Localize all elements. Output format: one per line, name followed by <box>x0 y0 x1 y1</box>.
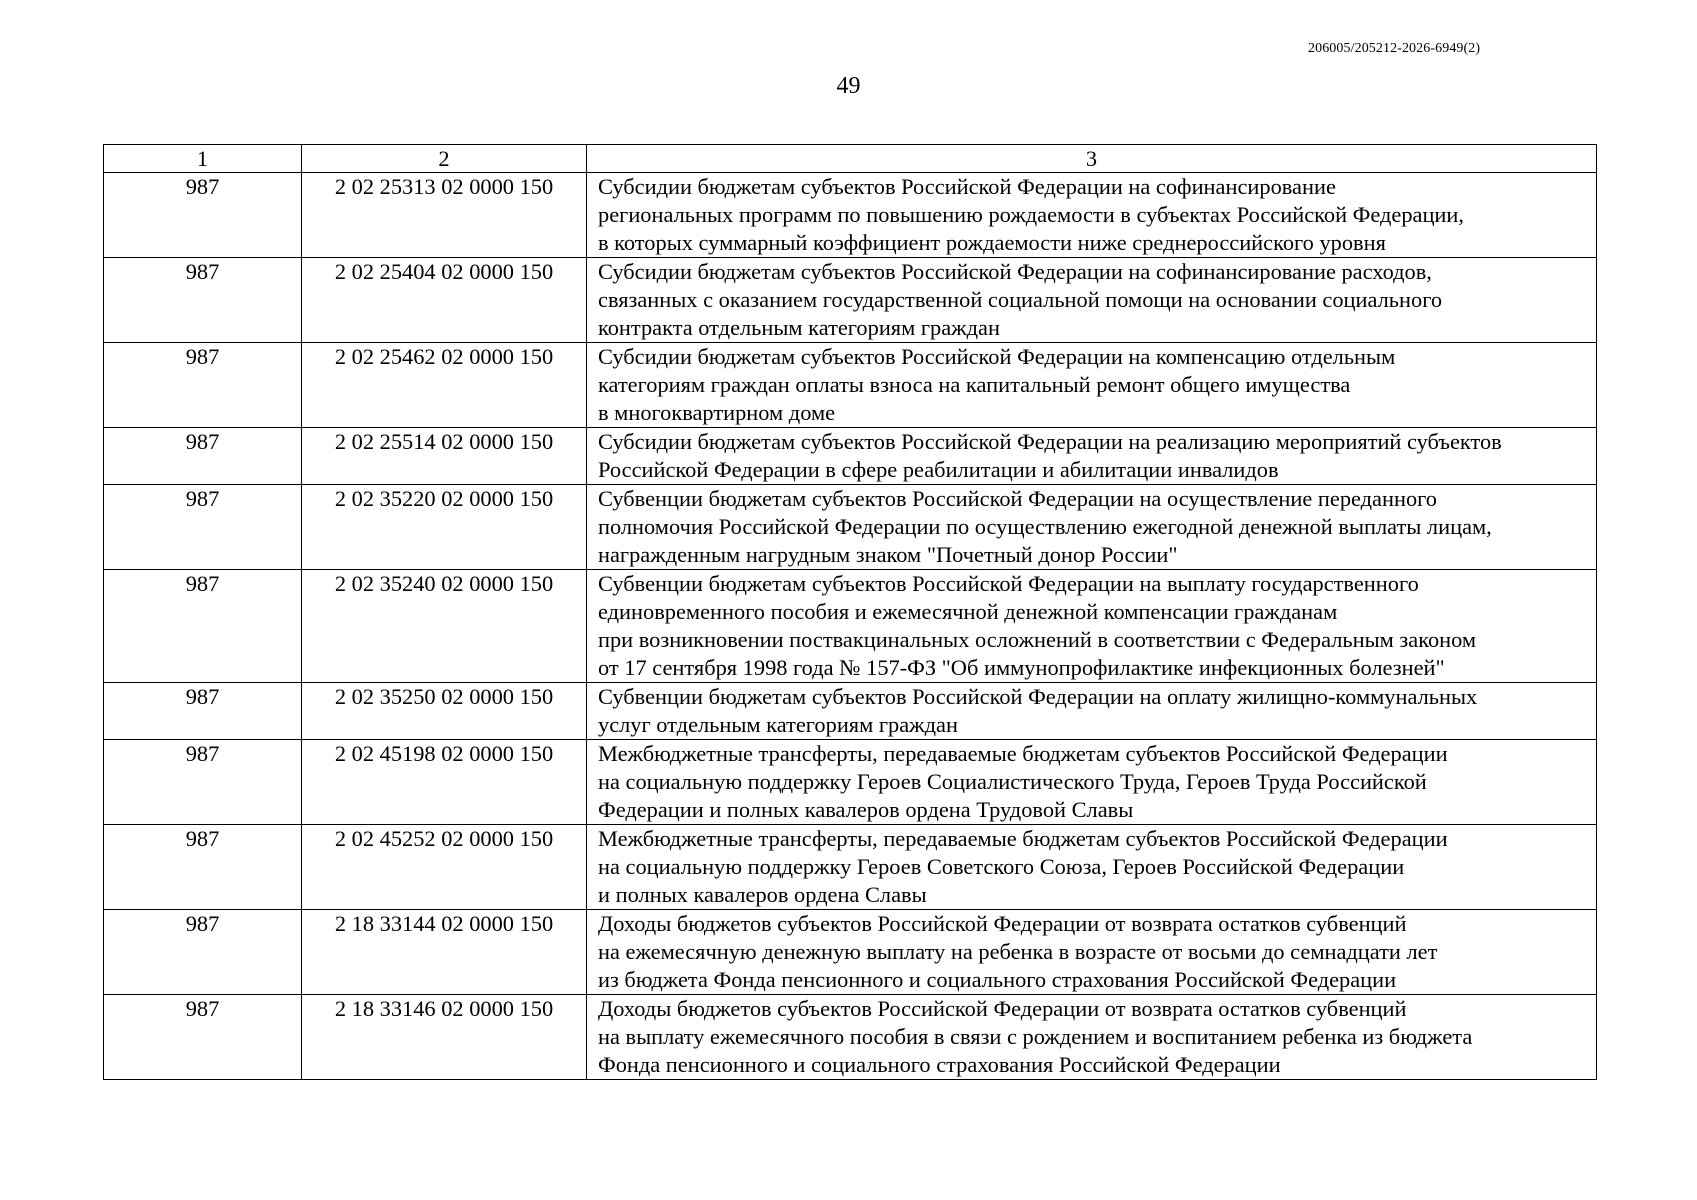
description-line: Доходы бюджетов субъектов Российской Федерации от возврата остатков субвенций <box>598 911 1407 936</box>
table-row <box>104 995 1597 1080</box>
description-line: контракта отдельным категориям граждан <box>598 315 1000 340</box>
description-line: Федерации и полных кавалеров ордена Трудовой Славы <box>598 797 1134 822</box>
table-row <box>104 485 1597 570</box>
budget-code-cell: 2 02 45198 02 0000 150 <box>302 740 587 825</box>
description-line: Фонда пенсионного и социального страхования Российской Федерации <box>598 1052 1281 1077</box>
table-row <box>104 343 1597 428</box>
budget-code-cell: 2 02 45252 02 0000 150 <box>302 825 587 910</box>
budget-code-cell: 2 02 25514 02 0000 150 <box>302 428 587 485</box>
admin-code-cell: 987 <box>104 258 302 343</box>
budget-code-cell: 2 02 35250 02 0000 150 <box>302 683 587 740</box>
description-line: региональных программ по повышению рождаемости в субъектах Российской Федерации, <box>598 202 1464 227</box>
description-line: от 17 сентября 1998 года № 157-ФЗ "Об иммунопрофилактике инфекционных болезней" <box>598 655 1445 680</box>
description-line: на социальную поддержку Героев Социалистического Труда, Героев Труда Российской <box>598 769 1427 794</box>
admin-code-cell: 987 <box>104 740 302 825</box>
page-number: 49 <box>836 73 861 99</box>
budget-code-cell: 2 02 35220 02 0000 150 <box>302 485 587 570</box>
description-cell <box>587 173 1597 258</box>
description-line: категориям граждан оплаты взноса на капитальный ремонт общего имущества <box>598 372 1351 397</box>
admin-code-cell: 987 <box>104 428 302 485</box>
description-cell <box>587 570 1597 683</box>
description-line: Субсидии бюджетам субъектов Российской Федерации на компенсацию отдельным <box>598 344 1396 369</box>
description-line: на ежемесячную денежную выплату на ребенка в возрасте от восьми до семнадцати лет <box>598 939 1438 964</box>
admin-code-cell: 987 <box>104 570 302 683</box>
table-row <box>104 570 1597 683</box>
description-line: из бюджета Фонда пенсионного и социального страхования Российской Федерации <box>598 967 1397 992</box>
column-header-1: 1 <box>104 145 302 173</box>
revenue-codes-table <box>103 144 1597 1080</box>
description-cell <box>587 683 1597 740</box>
description-line: при возникновении поствакцинальных осложнений в соответствии с Федеральным законом <box>598 627 1477 652</box>
description-line: Межбюджетные трансферты, передаваемые бюджетам субъектов Российской Федерации <box>598 826 1448 851</box>
description-cell <box>587 343 1597 428</box>
description-cell <box>587 910 1597 995</box>
description-cell <box>587 995 1597 1080</box>
admin-code-cell: 987 <box>104 343 302 428</box>
admin-code-cell: 987 <box>104 910 302 995</box>
table-row <box>104 740 1597 825</box>
budget-code-cell: 2 02 25462 02 0000 150 <box>302 343 587 428</box>
admin-code-cell: 987 <box>104 683 302 740</box>
column-header-3: 3 <box>587 145 1597 173</box>
table-row <box>104 428 1597 485</box>
description-line: Межбюджетные трансферты, передаваемые бюджетам субъектов Российской Федерации <box>598 741 1448 766</box>
description-cell <box>587 825 1597 910</box>
description-line: связанных с оказанием государственной социальной помощи на основании социального <box>598 287 1443 312</box>
admin-code-cell: 987 <box>104 173 302 258</box>
budget-code-cell: 2 02 35240 02 0000 150 <box>302 570 587 683</box>
table-row <box>104 173 1597 258</box>
description-line: Субвенции бюджетам субъектов Российской Федерации на осуществление переданного <box>598 486 1437 511</box>
description-line: в которых суммарный коэффициент рождаемости ниже среднероссийского уровня <box>598 230 1386 255</box>
admin-code-cell: 987 <box>104 825 302 910</box>
table-row <box>104 683 1597 740</box>
description-cell <box>587 258 1597 343</box>
description-line: Субсидии бюджетам субъектов Российской Федерации на софинансирование <box>598 174 1336 199</box>
budget-code-cell: 2 18 33144 02 0000 150 <box>302 910 587 995</box>
table-row <box>104 910 1597 995</box>
table-body <box>104 173 1597 1080</box>
description-line: Доходы бюджетов субъектов Российской Федерации от возврата остатков субвенций <box>598 996 1407 1021</box>
description-line: и полных кавалеров ордена Славы <box>598 882 927 907</box>
document-id: 206005/205212-2026-6949(2) <box>1308 41 1481 56</box>
admin-code-cell: 987 <box>104 485 302 570</box>
description-line: полномочия Российской Федерации по осуществлению ежегодной денежной выплаты лицам, <box>598 514 1492 539</box>
description-cell <box>587 485 1597 570</box>
budget-code-cell: 2 02 25313 02 0000 150 <box>302 173 587 258</box>
description-line: услуг отдельным категориям граждан <box>598 712 958 737</box>
description-line: Субвенции бюджетам субъектов Российской Федерации на выплату государственного <box>598 571 1419 596</box>
budget-code-cell: 2 02 25404 02 0000 150 <box>302 258 587 343</box>
description-line: награжденным нагрудным знаком "Почетный донор России" <box>598 542 1178 567</box>
table-row <box>104 825 1597 910</box>
description-cell <box>587 428 1597 485</box>
description-line: Субсидии бюджетам субъектов Российской Федерации на софинансирование расходов, <box>598 259 1432 284</box>
description-line: Субсидии бюджетам субъектов Российской Федерации на реализацию мероприятий субъектов <box>598 429 1502 454</box>
table-header-row <box>104 145 1597 173</box>
table-row <box>104 258 1597 343</box>
admin-code-cell: 987 <box>104 995 302 1080</box>
budget-code-cell: 2 18 33146 02 0000 150 <box>302 995 587 1080</box>
description-line: в многоквартирном доме <box>598 400 836 425</box>
description-line: Субвенции бюджетам субъектов Российской Федерации на оплату жилищно-коммунальных <box>598 684 1478 709</box>
column-header-2: 2 <box>302 145 587 173</box>
description-line: единовременного пособия и ежемесячной денежной компенсации гражданам <box>598 599 1338 624</box>
description-line: на социальную поддержку Героев Советского Союза, Героев Российской Федерации <box>598 854 1405 879</box>
description-line: Российской Федерации в сфере реабилитации и абилитации инвалидов <box>598 457 1279 482</box>
description-line: на выплату ежемесячного пособия в связи с рождением и воспитанием ребенка из бюджета <box>598 1024 1473 1049</box>
description-cell <box>587 740 1597 825</box>
